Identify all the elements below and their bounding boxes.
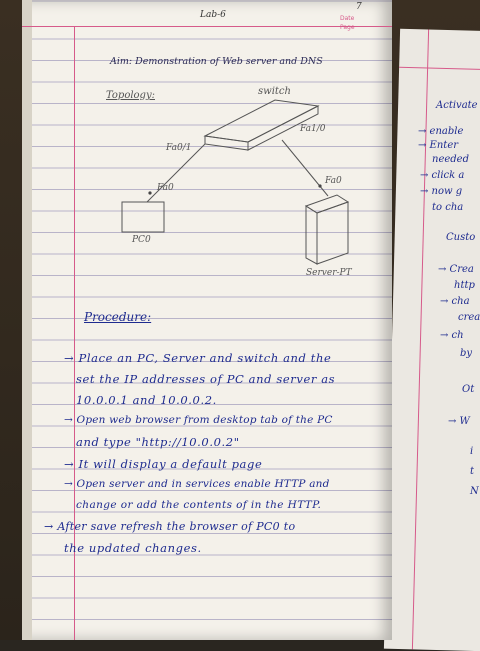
right-line: → ch xyxy=(440,330,464,341)
right-line: crea xyxy=(458,312,480,323)
pc-port-dot xyxy=(148,191,151,194)
pc-shape xyxy=(122,202,164,232)
right-line: i xyxy=(470,446,474,457)
right-line: → now g xyxy=(420,186,463,197)
procedure-line: → Place an PC, Server and switch and the xyxy=(64,351,332,365)
server-port-label: Fa0 xyxy=(325,176,342,186)
right-line: N xyxy=(470,486,479,497)
right-line: → W xyxy=(448,416,470,427)
page-number: 7 xyxy=(356,2,362,12)
procedure-line: 10.0.0.1 and 10.0.0.2. xyxy=(76,393,217,407)
port-label-fa10: Fa1/0 xyxy=(300,124,326,134)
switch-label: switch xyxy=(258,86,291,97)
port-label-fa01: Fa0/1 xyxy=(166,143,192,153)
right-heading-2: Custo xyxy=(446,232,476,243)
right-line: needed xyxy=(432,154,469,165)
page-title: Lab-6 xyxy=(200,10,226,20)
aim-text: Aim: Demonstration of Web server and DNS xyxy=(110,56,323,67)
right-line: by xyxy=(460,348,473,359)
procedure-line: change or add the contents of in the HTTP. xyxy=(76,499,322,511)
procedure-line: set the IP addresses of PC and server as xyxy=(76,372,336,386)
procedure-line: → After save refresh the browser of PC0 to xyxy=(44,520,296,533)
pc-label: PC0 xyxy=(132,235,151,245)
right-line: → Enter xyxy=(418,140,459,151)
page-label: Page xyxy=(340,24,355,31)
procedure-line: → Open web browser from desktop tab of the PC xyxy=(64,414,333,426)
server-shape xyxy=(306,195,348,264)
right-line: → enable xyxy=(418,126,464,137)
server-port-dot xyxy=(318,184,321,187)
procedure-line: → It will display a default page xyxy=(64,457,263,471)
pc-port-label: Fa0 xyxy=(157,183,174,193)
right-heading-3: Ot xyxy=(462,384,475,395)
server-label: Server-PT xyxy=(306,268,352,278)
topology-heading: Topology: xyxy=(106,90,155,101)
right-line: → Crea xyxy=(438,264,474,275)
right-line: t xyxy=(470,466,475,477)
date-label: Date xyxy=(340,15,355,22)
procedure-line: the updated changes. xyxy=(64,541,202,555)
procedure-line: and type "http://10.0.0.2" xyxy=(76,435,240,449)
procedure-line: → Open server and in services enable HTTP and xyxy=(64,478,330,490)
right-heading: Activate xyxy=(436,100,478,111)
right-line: → cha xyxy=(440,296,470,307)
procedure-heading: Procedure: xyxy=(84,310,152,324)
right-line: http xyxy=(454,280,475,291)
right-line: → click a xyxy=(420,170,465,181)
right-line: to cha xyxy=(432,202,464,213)
link-server-switch xyxy=(282,140,328,196)
